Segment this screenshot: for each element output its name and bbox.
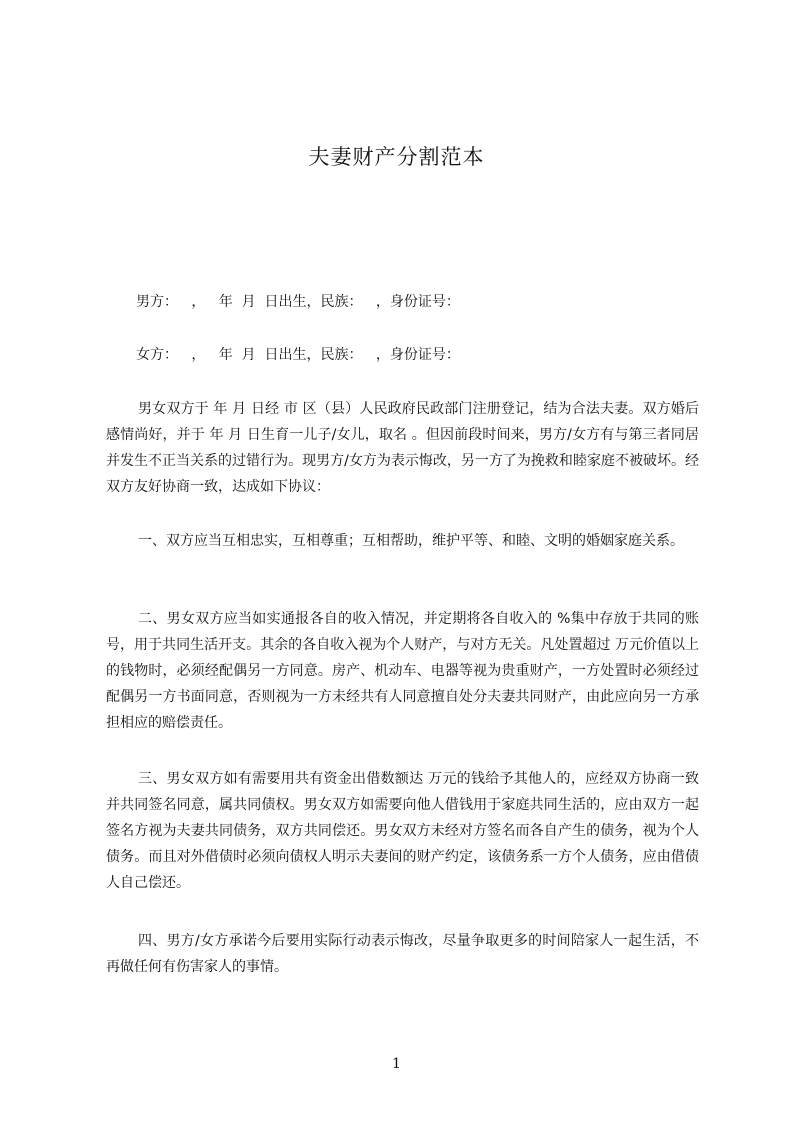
clause-two-paragraph: 二、男女双方应当如实通报各自的收入情况，并定期将各自收入的 %集中存放于共同的账号，用于共同生活开支。其余的各自收入视为个人财产，与对方无关。凡处置超过 万元价值以上的钱物时，必须经配偶另一方同意。房产、机动车、电器等视为贵重财产，一方处置时必须经过配偶另一方书面同意，否则视为一方未经共有人同意擅自处分夫妻共同财产，由此应向另一方承担相应的赔偿责任。 [106,611,699,731]
wife-info-line: 女方： ， 年 月 日出生，民族： ，身份证号： [136,347,460,363]
clause-four-paragraph: 四、男方/女方承诺今后要用实际行动表示悔改，尽量争取更多的时间陪家人一起生活，不再做任何有伤害家人的事情。 [106,933,699,975]
intro-paragraph: 男女双方于 年 月 日经 市 区（县）人民政府民政部门注册登记，结为合法夫妻。双方婚后感情尚好，并于 年 月 日生育一儿子/女儿，取名 。但因前段时间来，男方/女方有与第三者同居并发生不正当关系的过错行为。现男方/女方为表示悔改，另一方了为挽救和睦家庭不被破坏。经双方友好协商一致，达成如下协议： [106,401,699,495]
clause-three-paragraph: 三、男女双方如有需要用共有资金出借数额达 万元的钱给予其他人的，应经双方协商一致并共同签名同意，属共同债权。男女双方如需要向他人借钱用于家庭共同生活的，应由双方一起签名方视为夫妻共同债务，双方共同偿还。男女双方未经对方签名而各自产生的债务，视为个人债务。而且对外借债时必须向债权人明示夫妻间的财产约定，该债务系一方个人债务，应由借债人自己偿还。 [106,771,699,891]
clause-one-paragraph: 一、双方应当互相忠实，互相尊重；互相帮助，维护平等、和睦、文明的婚姻家庭关系。 [138,533,684,549]
page-number: 1 [392,1056,401,1072]
document-title: 夫妻财产分割范本 [308,145,485,169]
husband-info-line: 男方： ， 年 月 日出生，民族： ，身份证号： [136,294,460,310]
